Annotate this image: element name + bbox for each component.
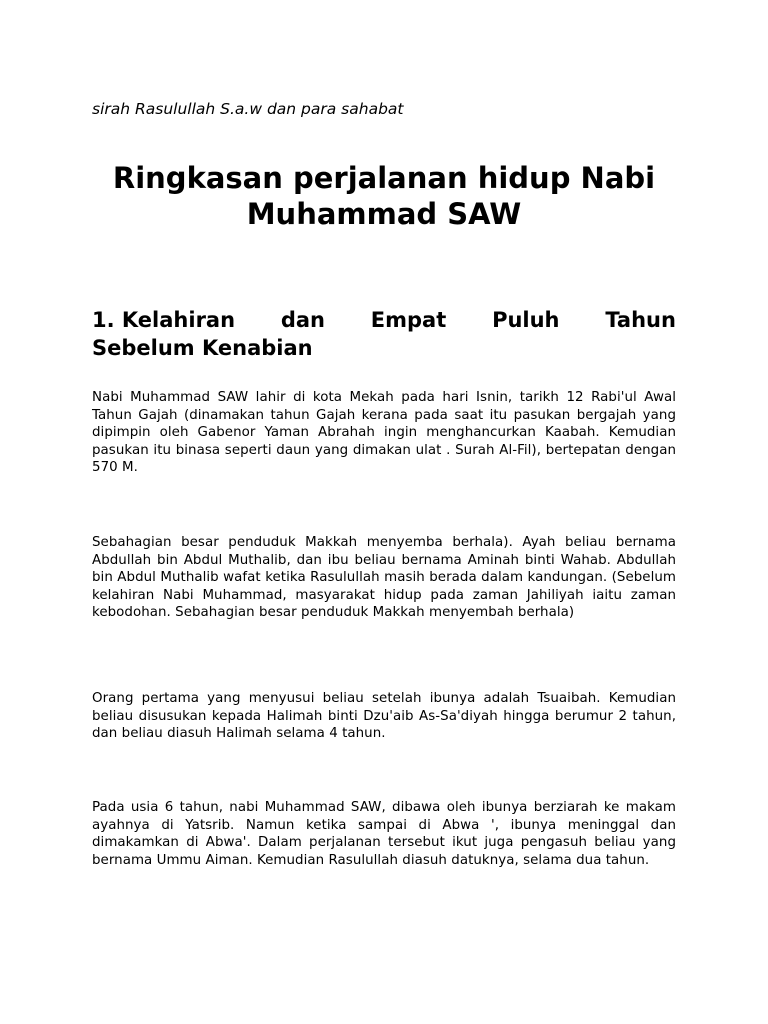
document-title xyxy=(92,160,676,232)
title-line-2: Muhammad SAW xyxy=(246,197,522,231)
title-line-1: Ringkasan perjalanan hidup Nabi xyxy=(112,161,656,195)
heading-word: Empat xyxy=(370,308,447,332)
heading-word: Tahun xyxy=(605,308,676,332)
heading-word: dan xyxy=(280,308,325,332)
document-subtitle: sirah Rasulullah S.a.w dan para sahabat xyxy=(92,100,404,118)
paragraph-childhood: Pada usia 6 tahun, nabi Muhammad SAW, dibawa oleh ibunya berziarah ke makam ayahnya di Yatsrib. Namun ketika sampai di Abwa ', ibunya meninggal dan dimakamkan di Abwa'. Dalam perjalanan tersebut ikut juga pengasuh beliau yang bernama Ummu Aiman. Kemudian Rasulullah diasuh datuknya, selama dua tahun. xyxy=(92,800,676,868)
paragraph-birth: Nabi Muhammad SAW lahir di kota Mekah pada hari Isnin, tarikh 12 Rabi'ul Awal Tahun Gajah (dinamakan tahun Gajah kerana pada saat itu pasukan bergajah yang dipimpin oleh Gabenor Yaman Abrahah ingin menghancurkan Kaabah. Kemudian pasukan itu binasa seperti daun yang dimakan ulat . Surah Al-Fil), bertepatan dengan 570 M. xyxy=(92,390,676,476)
section-heading xyxy=(92,306,676,362)
heading-word: Puluh xyxy=(492,308,560,332)
paragraph-parents: Sebahagian besar penduduk Makkah menyemba berhala). Ayah beliau bernama Abdullah bin Abdul Muthalib, dan ibu beliau bernama Aminah binti Wahab. Abdullah bin Abdul Muthalib wafat ketika Rasulullah masih berada dalam kandungan. (Sebelum kelahiran Nabi Muhammad, masyarakat hidup pada zaman Jahiliyah iaitu zaman kebodohan. Sebahagian besar penduduk Makkah menyembah berhala) xyxy=(92,535,676,621)
section-heading-line-1 xyxy=(92,306,676,334)
heading-word: 1. Kelahiran xyxy=(92,308,236,332)
section-heading-line-2: Sebelum Kenabian xyxy=(92,336,313,360)
paragraph-nursing: Orang pertama yang menyusui beliau setelah ibunya adalah Tsuaibah. Kemudian beliau disusukan kepada Halimah binti Dzu'aib As-Sa'diyah hingga berumur 2 tahun, dan beliau diasuh Halimah selama 4 tahun. xyxy=(92,691,676,742)
